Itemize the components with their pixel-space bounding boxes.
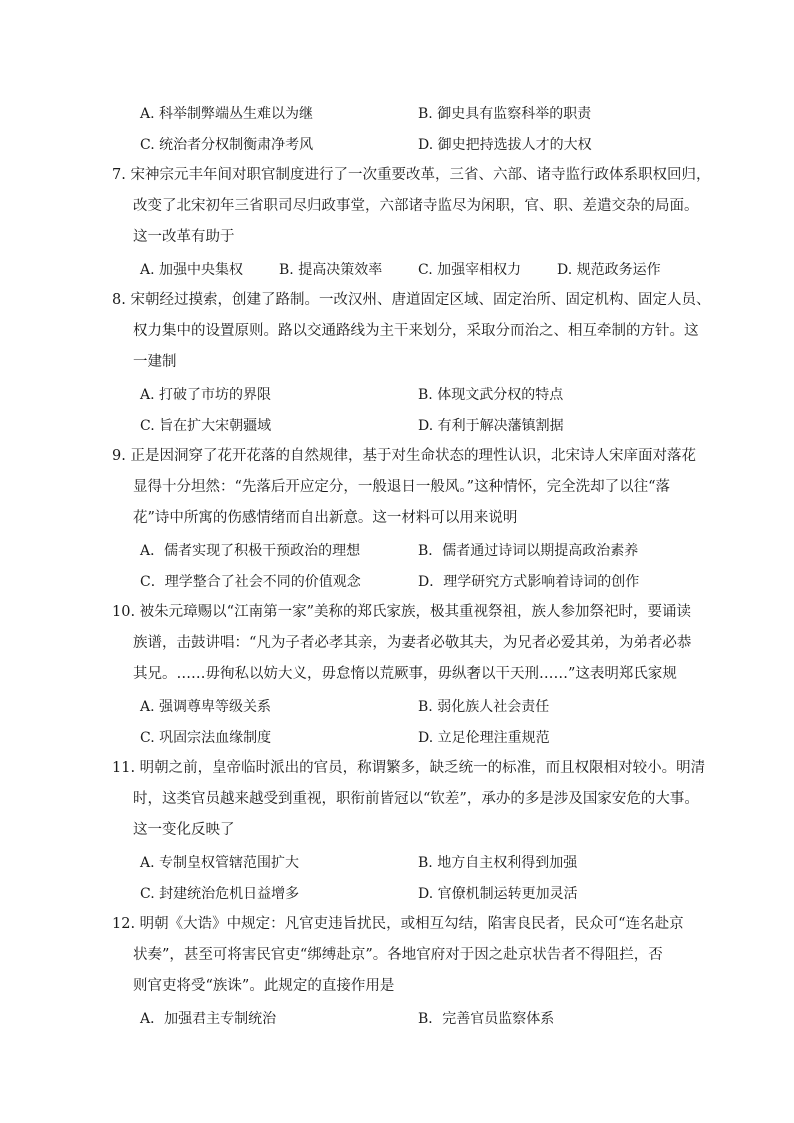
q12-option-a[interactable]: A．加强君主专制统治 [140, 1011, 277, 1027]
q7-option-a[interactable]: A. 加强中央集权 [140, 262, 244, 278]
q12-stem-line1: 12. 明朝《大诰》中规定：凡官吏违旨扰民，或相互勾结，陷害良民者，民众可“连名赴京 [112, 916, 684, 932]
q9-option-a[interactable]: A．儒者实现了积极干预政治的理想 [140, 543, 361, 559]
q11-stem-line3: 这一变化反映了 [133, 822, 235, 838]
q9-option-d[interactable]: D．理学研究方式影响着诗词的创作 [418, 574, 640, 590]
q6-option-c[interactable]: C. 统治者分权制衡肃净考风 [140, 137, 314, 153]
q10-option-d[interactable]: D. 立足伦理注重规范 [418, 730, 550, 746]
q7-option-b[interactable]: B. 提高决策效率 [279, 262, 383, 278]
q7-stem-line1: 7. 宋神宗元丰年间对职官制度进行了一次重要改革，三省、六部、诸寺监行政体系职权回归， [112, 167, 711, 183]
q11-stem-line2: 时，这类官员越来越受到重视，职衔前皆冠以“钦差”，承办的多是涉及国家安危的大事。 [133, 791, 699, 807]
q11-option-b[interactable]: B. 地方自主权利得到加强 [418, 855, 578, 871]
q12-option-b[interactable]: B．完善官员监察体系 [418, 1011, 555, 1027]
q9-stem-line1: 9. 正是因洞穿了花开花落的自然规律，基于对生命状态的理性认识，北宋诗人宋庠面对落花 [112, 448, 696, 464]
q10-option-b[interactable]: B. 弱化族人社会责任 [418, 699, 550, 715]
q7-option-c[interactable]: C. 加强宰相权力 [418, 262, 522, 278]
q7-stem-line2: 改变了北宋初年三省职司尽归政事堂，六部诸寺监尽为闲职，官、职、差遣交杂的局面。 [133, 198, 699, 214]
q10-option-c[interactable]: C. 巩固宗法血缘制度 [140, 730, 272, 746]
q10-stem-line2: 族谱，击鼓讲唱：“凡为子者必孝其亲，为妻者必敬其夫，为兄者必爱其弟，为弟者必恭 [133, 635, 692, 651]
q8-stem-line3: 一建制 [133, 354, 177, 370]
q12-stem-line3: 则官吏将受“族诛”。此规定的直接作用是 [133, 978, 395, 994]
q9-option-c[interactable]: C．理学整合了社会不同的价值观念 [140, 574, 361, 590]
q11-option-a[interactable]: A. 专制皇权管辖范围扩大 [140, 855, 300, 871]
q6-option-a[interactable]: A. 科举制弊端丛生难以为继 [140, 106, 314, 122]
q12-stem-line2: 状奏”，甚至可将害民官吏“绑缚赴京”。各地官府对于因之赴京状告者不得阻拦，否 [133, 947, 663, 963]
q8-option-c[interactable]: C. 旨在扩大宋朝疆域 [140, 418, 272, 434]
q9-stem-line2: 显得十分坦然：“先落后开应定分，一般退日一般风。”这种情怀，完全洗却了以往“落 [133, 479, 670, 495]
q6-option-b[interactable]: B. 御史具有监察科举的职责 [418, 106, 592, 122]
q7-stem-line3: 这一改革有助于 [133, 229, 235, 245]
q8-stem-line1: 8. 宋朝经过摸索，创建了路制。一改汉州、唐道固定区域、固定治所、固定机构、固定人员、 [112, 292, 711, 308]
q8-option-a[interactable]: A. 打破了市坊的界限 [140, 387, 272, 403]
q8-stem-line2: 权力集中的设置原则。路以交通路线为主干来划分，采取分而治之、相互牵制的方针。这 [133, 323, 699, 339]
q6-option-d[interactable]: D. 御史把持选拔人才的大权 [418, 137, 592, 153]
q10-option-a[interactable]: A. 强调尊卑等级关系 [140, 699, 272, 715]
q9-stem-line3: 花”诗中所寓的伤感情绪而自出新意。这一材料可以用来说明 [133, 510, 518, 526]
q7-option-d[interactable]: D. 规范政务运作 [557, 262, 661, 278]
q8-option-b[interactable]: B. 体现文武分权的特点 [418, 387, 564, 403]
q11-option-c[interactable]: C. 封建统治危机日益增多 [140, 886, 300, 902]
q11-stem-line1: 11. 明朝之前，皇帝临时派出的官员，称谓繁多，缺乏统一的标准，而且权限相对较小。明清 [112, 760, 706, 776]
q8-option-d[interactable]: D. 有利于解决藩镇割据 [418, 418, 564, 434]
q10-stem-line3: 其兄。……毋徇私以妨大义，毋怠惰以荒厥事，毋纵奢以干天刑……”这表明郑氏家规 [133, 666, 677, 682]
q10-stem-line1: 10. 被朱元璋赐以“江南第一家”美称的郑氏家族，极其重视祭祖，族人参加祭祀时，要诵读 [112, 604, 691, 620]
q11-option-d[interactable]: D. 官僚机制运转更加灵活 [418, 886, 578, 902]
q9-option-b[interactable]: B．儒者通过诗词以期提高政治素养 [418, 543, 639, 559]
